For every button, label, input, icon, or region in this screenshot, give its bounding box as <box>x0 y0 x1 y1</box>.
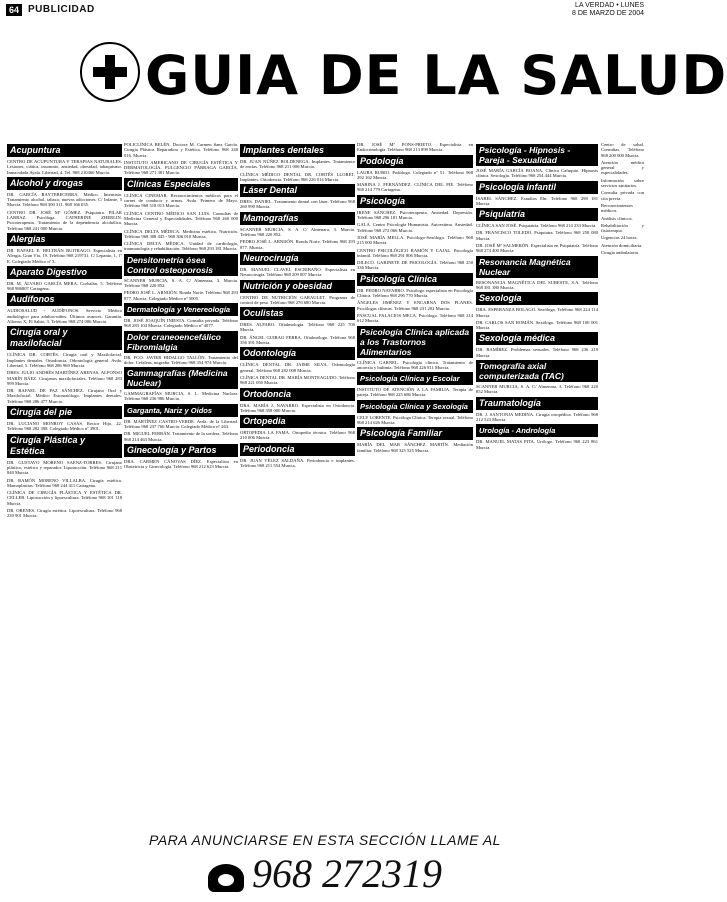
directory-entry: SCANNER MURCIA, S. A. C/ Almenara, 3. Murcia. Teléfono 968 220 852. <box>240 226 355 238</box>
directory-entry: DR. JUAN NÚÑEZ BOLDENEGA. Implantes. Tratamiento de encías. Teléfono 968 211 006 Murcia. <box>240 159 355 170</box>
ad-phone-number: 968 272319 <box>252 851 442 896</box>
page-number: 64 <box>6 4 22 16</box>
directory-entry: DR. ORENES. Cirugía estética. Lipoescultura. Teléfono 968 230 901 Murcia. <box>7 507 122 519</box>
directory-entry: MARINA J. FERNÁNDEZ. CLÍNICA DEL PIE. Teléfono 968 214 779 Cartagena. <box>357 182 473 193</box>
category-heading: Psiquiatría <box>476 208 598 221</box>
category-heading: Ortodoncia <box>240 388 355 401</box>
category-heading: Cirugía del pie <box>7 406 122 419</box>
directory-entry: Atención médica general y especialidades. <box>601 159 644 176</box>
directory-entry: DR. LUCIANO MONROY CASAS. Rector Hijo, 22. Teléfono 968 282 398. Colegiado Médico nº 3901. <box>7 421 122 432</box>
ad-footer <box>0 832 650 902</box>
column-6 <box>601 142 644 810</box>
category-heading: Oculistas <box>240 307 355 320</box>
guide-title: GUIA DE LA SALUD <box>145 44 727 107</box>
directory-entry: CLÍNICA DENTAL DR. JAIME SILVA. Odontología general. Teléfono 968 282 008 Murcia. <box>240 362 355 373</box>
directory-entry: CLÍNICA DELTA MÉDICA. Medicina estética. Nutrición. Teléfono 968 308 445 - 968 306 010 Murcia. <box>124 228 238 239</box>
directory-entry: INSTITUTO DE ATENCIÓN A LA FAMILIA. Terapia de pareja. Teléfono 968 225 686 Murcia. <box>357 387 473 398</box>
category-heading: Dermatología y Venereología <box>124 303 238 316</box>
directory-entry: CENTRO DR. JOSÉ Mª GÓMEZ. Psiquiatra. PILAR LARRAZ. Psicóloga. CATHERINE ZHERLIN. Psicoterapeuta. Tratamiento de la dependencia alcohólica. Teléfono 968 241 000 Murcia. <box>7 209 122 231</box>
directory-entry: DRES. JULIO ANDRÉS MARTÍNEZ ARENAS, ALFONSO MARÍN BÁEZ. Cirujanos maxilofaciales. Teléfono 968 283 999 Murcia. <box>7 370 122 386</box>
category-heading: Podología <box>357 155 473 168</box>
directory-entry: Reconocimientos médicos. <box>601 202 633 214</box>
directory-entry: DILECO. GABINETE DE PSICOLOGÍA. Teléfono 968 250 336 Murcia. <box>357 260 473 271</box>
directory-entry: ORTOPEDIA LA FAMA. Ortopedia técnica. Teléfono 968 210 006 Murcia. <box>240 430 355 441</box>
directory-entry: DR. JOSÉ Mª PONS-PRIETO. Especialista en Endocrinología. Teléfono 968 213 899 Murcia. <box>357 142 473 153</box>
directory-entry: JOSÉ MARÍA MELLA. Psicólogo-Sexólogo. Teléfono 968 215 000 Murcia. <box>357 234 473 246</box>
category-heading: Densitometría ósea Control osteoporosis <box>124 254 238 276</box>
directory-entry: DR. J. SANTONJA MEDINA. Cirugía ortopédica. Teléfono 968 212 523 Murcia. <box>476 411 598 422</box>
directory-entry: DR. JOSÉ Mª SALMERÓN. Especialista en Psiquiatría. Teléfono 968 274 400 Murcia. <box>476 243 598 254</box>
directory-entry: Análisis clínicos. <box>601 215 633 221</box>
directory-entry: DR. MIGUEL FERRÁN. Tratamiento de la sordera. Teléfono 968 214 463 Murcia. <box>124 431 238 442</box>
category-heading: Traumatología <box>476 397 598 410</box>
directory-entry: DRA. MARÍA J. NAVARRO. Especialista en Ortodoncia. Teléfono 968 358 000 Murcia. <box>240 402 355 413</box>
category-heading: Clínicas Especiales <box>124 178 238 191</box>
directory-entry: CENTRO DE ACUPUNTURA Y TERAPIAS NATURALES. Lesiones, ciática, insomnio, ansiedad, obesidad, tabaquismo. Inmaculada Ayala. Libertad, 4. Tel. 968 210460 Murcia. <box>7 159 122 175</box>
directory-entry: GAMMAGRAFÍAS MURCIA, S. L. Medicina Nuclear. Teléfono 968 236 986 Murcia. <box>124 391 238 402</box>
category-heading: Psicología Clínica y Escolar <box>357 372 473 385</box>
category-heading: Cirugía oral y maxilofacial <box>7 326 122 350</box>
category-heading: Urología - Andrología <box>476 424 598 437</box>
telephone-icon <box>208 864 244 892</box>
directory-entry: SCANNER MURCIA, S. A. C/ Almenara, 3. Teléfono 968 220 852 Murcia. <box>476 384 598 395</box>
directory-entry: CLÍNICA DENTAL DR. MARÍA MONTEAGUDO. Teléfono 968 221 050 Murcia. <box>240 374 355 386</box>
directory-entry: CELY LORENTE. Psicóloga Clínica. Terapia sexual. Teléfono 968 214 626 Murcia. <box>357 414 473 426</box>
directory-entry: CLÍNICA DELTA MÉDICA. Unidad de cardiología, traumatología y rehabilitación. Teléfono 968 293 181 Murcia. <box>124 241 238 252</box>
directory-entry: CLÍNICA GARNEL. Psicología clínica. Tratamiento de anorexia y bulimia. Teléfono 968 226 811 Murcia. <box>357 359 473 370</box>
directory-entry: DR. FRANCISCO TOLEDO. Psiquiatra. Teléfono 968 258 080 Murcia. <box>476 230 598 241</box>
directory-entry: DR. FCO. JAVIER HIDALGO TALLÓN. Tratamiento del dolor. Cefaleas, migraña. Teléfono 968 354 974 Murcia. <box>124 354 238 365</box>
category-heading: Alcohol y drogas <box>7 177 122 190</box>
directory-entry: ÁNGELES JIMÉNEZ Y ENCARNA DOS PLANES. Psicólogas clínicas. Teléfono 968 231 202 Murcia. <box>357 300 473 311</box>
directory-entry: RESONANCIA MAGNÉTICA DEL SURESTE, S.A. Teléfono 968 381 380 Murcia. <box>476 279 598 290</box>
section-label: PUBLICIDAD <box>28 4 95 15</box>
column-5 <box>476 142 598 810</box>
directory-entry: DR. MANUEL MATAS PITA. Urólogo. Teléfono 968 223 861 Murcia. <box>476 439 598 450</box>
directory-entry: DR. M. ÁLVARO GARCÍA MERA. Corbalán, 5. Teléfono 968 986807 Cartagena. <box>7 280 122 292</box>
directory-entry: DR. ÁNGEL GUIRAO FERRA. Oftalmólogo. Teléfono 968 356 391 Murcia. <box>240 334 355 346</box>
directory-entry: CLÍNICA SAN JOSÉ. Psiquiatría. Teléfono 968 214 233 Murcia. <box>476 223 597 229</box>
directory-entry: DRA. CARMEN CÁNOVAS DÍEZ. Especialista en Obstetricia y Ginecología. Teléfono 968 212 623 Murcia. <box>124 458 238 470</box>
directory-entry: DRA. ESPERANZA BOLAGO. Sexóloga. Teléfono 968 224 114 Murcia. <box>476 307 598 318</box>
ad-call-text: PARA ANUNCIARSE EN ESTA SECCIÓN LLAME AL <box>149 832 501 848</box>
directory-entry: Cirugía ambulatoria. <box>601 250 640 256</box>
directory-entry: CLÍNICA CENTRO MÉDICO SAN LUIS. Consultas de Medicina General y Especialidades. Teléfono 968 260 000 Murcia. <box>124 210 238 227</box>
directory-entry: DRES. DANIEL. Tratamiento dental con láser. Teléfono 968 260 990 Murcia. <box>240 199 355 210</box>
category-heading: Mamografías <box>240 212 355 225</box>
category-heading: Ortopedia <box>240 415 355 428</box>
directory-entry: DR. RAMÓN MORENO VILLALBA. Cirugía estética. Mamoplastias. Teléfono 968 244 411 Cartagena. <box>7 477 122 488</box>
publication-info <box>572 2 644 18</box>
directory-entry: Rehabilitación y fisioterapia. <box>601 222 644 234</box>
directory-entry: POLICLÍNICA BELÉN. Doctora M. Carmen Sanz García. Cirugía Plástica Reparadora y Estética. Teléfono 968 240 016. Murcia. <box>124 142 238 158</box>
directory-entry: SCANNER MURCIA, S. A. C/ Almenara, 3. Murcia. Teléfono 968 220 852. <box>124 277 238 289</box>
directory-entry: AUDIOSALUD - AUDÍFONOS. Servicio Médico audiológico para adultos-niños. Últimos avances. Garantía. Alfonso X, El Sabio, 3. Teléfono 968 274 006 Murcia. <box>7 308 122 325</box>
directory-entry: LAURA RUBIO. Podóloga. Colegiado nº 51. Teléfono 968 292 162 Murcia. <box>357 169 473 180</box>
directory-entry: CLÍNICA DR. CORTÉS. Cirugía oral y Maxilofacial. Implantes dentales. Ortodoncia. Odontología general. Avda. Libertad, 5. Teléfono 968 286 969 Murcia. <box>7 352 122 368</box>
directory-entry: IRENE SÁNCHEZ. Psicoterapeuta. Ansiedad. Depresión. Teléfono 968 296 181 Murcia. <box>357 209 473 221</box>
directory-entry: CLÍNICA CINEMAR. Reconocimientos médicos para el carnet de conducir y armas. Avda. Primero de Mayo. Teléfono 968 518 013 Murcia. <box>124 192 238 209</box>
directory-entry: CLÍNICA MÉDICO DENTAL DR. CORTÉS LLORET. Implantes. Ortodoncia. Teléfono 968 226 014 Murcia. <box>240 171 355 182</box>
column-3 <box>240 142 355 810</box>
directory-entry: CLÍNICA DE CIRUGÍA PLÁSTICA Y ESTÉTICA DR. CELLER. Liposucción y lipoescultura. Teléfono 968 101 118 Murcia. <box>7 490 122 506</box>
column-2 <box>124 142 238 810</box>
publication-date: 8 DE MARZO DE 2004 <box>572 10 644 17</box>
directory-entry: DR. JUAN VÉLEZ SALDAÑA. Periodoncia e implantes. Teléfono 968 211 554 Murcia. <box>240 457 355 469</box>
column-4 <box>357 142 473 810</box>
directory-entry: DR. GARCÍA RAYTEBECERRA. Médico. Internista. Tratamiento alcohol, tabaco, nuevas adicciones. C/ Infante, 5 Murcia. Teléfono 968 300 311. 968 166 035. <box>7 191 122 208</box>
directory-entry: DR. JOSÉ JOAQUÍN INIESTA. Consulta privada. Teléfono 968 283 104 Murcia. Colegiado Médico nº 4077. <box>124 317 238 329</box>
directory-entry: DR. PEDRO NAVARRO. Psicólogo especialista en Psicología Clínica. Teléfono 968 296 770 Murcia. <box>357 287 473 299</box>
directory-entry: DR. MARTÍNEZ CASTRO-VERDE. Avda. de la Libertad. Teléfono 968 237 766 Murcia. Colegiado Médico nº 263. <box>124 418 238 430</box>
medical-cross-icon <box>80 42 140 102</box>
category-heading: Nutrición y obesidad <box>240 280 355 293</box>
category-heading: Psicología Clínica y Sexología <box>357 400 473 413</box>
directory-entry: CENTRO DE NUTRICIÓN GARAULET. Programa de control de peso. Teléfono 968 276 680 Murcia. <box>240 294 355 305</box>
directory-entry: ISABEL SÁNCHEZ. Estudios Ehr. Teléfono 968 298 181 Murcia. <box>476 195 598 206</box>
directory-entry: Información sobre servicios sanitarios. <box>601 177 644 189</box>
category-heading: Acupuntura <box>7 144 122 157</box>
category-heading: Implantes dentales <box>240 144 355 157</box>
category-heading: Psicología <box>357 195 473 208</box>
category-heading: Dolor craneoencefálico Fibromialgia <box>124 331 238 353</box>
directory-entry: DR. RAFAEL E. BELTRÁN BUITRAGO. Especialista en Alergia. Gran Vía, 19. Teléfono 968 219731. C/ Lepanto, 1, 1º E. Colegiado Médico nº 3. <box>7 247 122 264</box>
category-heading: Garganta, Nariz y Oídos <box>124 404 238 417</box>
category-heading: Odontología <box>240 347 355 360</box>
directory-entry: CENTRO PSICOLÓGICO RAMÓN Y CAJAL. Psicología infantil. Teléfono 968 291 806 Murcia. <box>357 247 473 258</box>
category-heading: Neurocirugía <box>240 252 355 265</box>
category-heading: Sexología médica <box>476 332 598 345</box>
directory-entry: GALA. Centro Psicología Humanista. Autoestima. Ansiedad. Teléfono 968 272 066 Murcia. <box>357 222 473 233</box>
directory-entry: JOSÉ MARÍA GARCÍA BOANA. Clínica Cafuquio. Hipnosis clínica. Sexología. Teléfono 968 254 444 Murcia. <box>476 168 598 179</box>
category-heading: Psicología infantil <box>476 181 598 194</box>
directory-entry: PASCUAL PALACIOS MECA. Psicólogo. Teléfono 968 214 612 Murcia. <box>357 312 473 324</box>
directory-entry: MARÍA DEL MAR SÁNCHEZ MARTÍN. Mediación familiar. Teléfono 968 325 525 Murcia. <box>357 442 473 453</box>
category-heading: Cirugía Plástica y Estética <box>7 434 122 458</box>
category-heading: Psicología Clínica <box>357 273 473 286</box>
directory-entry: PEDRO JOSÉ L. ARNIJÓN. Ronda Norte. Teléfono 968 293 877. Murcia. <box>240 239 355 250</box>
directory-entry: DRES. ALFARO. Oftalmología. Teléfono 968 225 700 Murcia. <box>240 322 355 333</box>
directory-entry: DR. RAFAEL DE PAZ SÁNCHEZ. Cirujano Oral y Maxilofacial. Médico Estomatólogo. Implantes dentales. Teléfono 968 286 477 Murcia. <box>7 388 122 404</box>
category-heading: Sexología <box>476 292 598 305</box>
directory-entry: DR. GUSTAVO MORENO SAENZ-TORRES. Cirujano plástico, estético y reparador. Liposucción. Teléfono 968 211 840 Murcia. <box>7 459 122 476</box>
directory-entry: PEDRO JOSÉ L. ARNIJÓN. Ronda Norte. Teléfono 968 293 877. Murcia. Colegiado Médico nº 5005. <box>124 290 238 301</box>
category-heading: Psicología - Hipnosis - Pareja - Sexualidad <box>476 144 598 166</box>
category-heading: Tomografía axial computerizada (TAC) <box>476 360 598 382</box>
category-heading: Aparato Digestivo <box>7 266 122 279</box>
publication-name: LA VERDAD • LUNES <box>575 2 644 9</box>
category-heading: Láser Dental <box>240 184 355 197</box>
directory-entry: Consulta privada con cita previa. <box>601 190 644 201</box>
category-heading: Gammagrafías (Medicina Nuclear) <box>124 367 238 389</box>
category-heading: Psicología Clínica aplicada a los Trastornos Alimentarios <box>357 326 473 358</box>
directory-entry: Urgencias 24 horas. <box>601 235 638 241</box>
directory-entry: Atención domiciliaria. <box>601 242 643 248</box>
directory-entry: DR. RAMÍREZ. Problemas sexuales. Teléfono 968 236 219 Murcia. <box>476 347 598 358</box>
category-heading: Alergias <box>7 233 122 246</box>
top-bar <box>6 4 644 16</box>
category-heading: Psicología Familiar <box>357 427 473 440</box>
directory-entry: Centro de salud. Consultas. Teléfono 968 200 000 Murcia. <box>601 142 644 158</box>
category-heading: Resonancia Magnética Nuclear <box>476 256 598 278</box>
directory-entry: INSTITUTO AMERICANO DE CIRUGÍA ESTÉTICA Y DERMATOLOGÍA. FULGENCIO PÁRRAGA GARCÍA. Teléfono 968 271 381 Murcia. <box>124 159 238 176</box>
guide-banner <box>0 36 727 120</box>
category-heading: Ginecología y Partos <box>124 444 238 457</box>
category-heading: Periodoncia <box>240 443 355 456</box>
column-1 <box>7 142 122 810</box>
ad-phone <box>0 850 650 898</box>
directory-entry: DR. CARLOS SAN ROMÁN. Sexólogo. Teléfono 968 100 001 Murcia. <box>476 319 598 331</box>
category-heading: Audífonos <box>7 293 122 306</box>
directory-entry: DR. MANUEL CLAVEL ESCRIBANO. Especialista en Neurocirugía. Teléfono 968 209 007 Murcia. <box>240 266 355 278</box>
